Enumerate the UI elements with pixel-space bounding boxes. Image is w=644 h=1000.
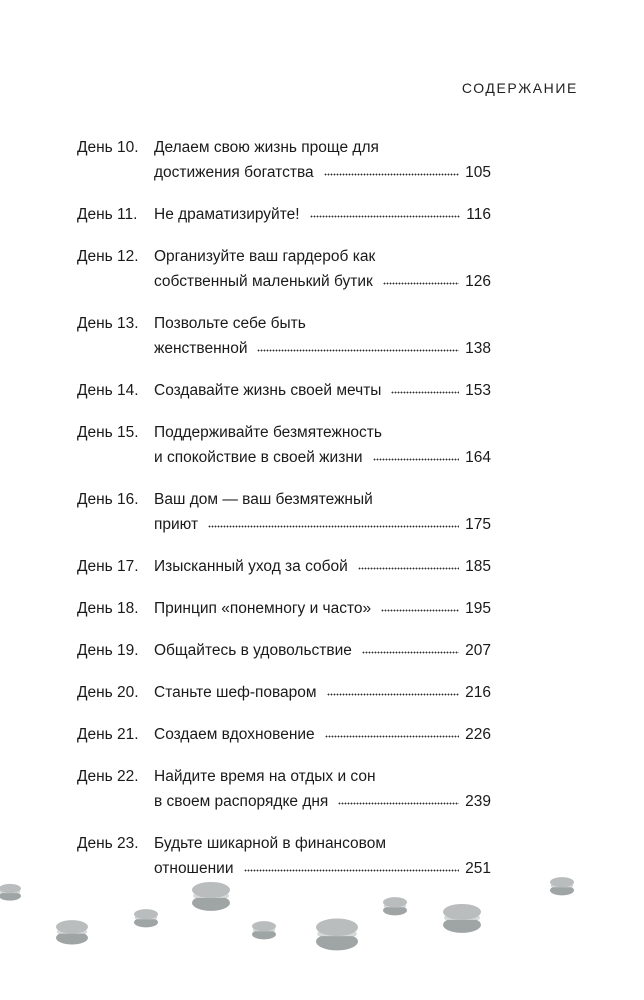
toc-title-text: Создавайте жизнь своей мечты [154, 382, 382, 399]
toc-title-line [154, 445, 491, 470]
toc-page-number: 216 [465, 684, 491, 701]
toc-entry [77, 487, 491, 537]
toc-entry [77, 311, 491, 361]
toc-title-block [154, 638, 491, 663]
toc-day-label: День 19. [77, 642, 139, 659]
toc-title-line [154, 789, 491, 814]
macaron-icon [192, 882, 230, 911]
toc-entry [77, 378, 491, 403]
toc-title-line [154, 160, 491, 185]
toc-title-line [154, 269, 491, 294]
toc-title-block [154, 764, 491, 814]
toc-title-text: Принцип «понемногу и часто» [154, 600, 372, 617]
macaron-decoration [0, 870, 644, 980]
dot-leader [358, 566, 459, 571]
toc-title-line [154, 311, 491, 336]
macaron-icon [0, 884, 21, 901]
dot-leader [208, 524, 459, 529]
macaron-icon [252, 921, 276, 939]
toc-day-label: День 13. [77, 315, 139, 332]
toc-entry [77, 420, 491, 470]
toc-title-text: Делаем свою жизнь проще для [154, 139, 379, 156]
toc-day-label: День 20. [77, 684, 139, 701]
toc-day-label: День 15. [77, 424, 139, 441]
macaron-icon [383, 897, 407, 915]
dot-leader [383, 281, 459, 286]
toc-day-label: День 23. [77, 835, 139, 852]
toc-day-label: День 12. [77, 248, 139, 265]
toc-page-number: 185 [465, 558, 491, 575]
toc-page-number: 116 [466, 206, 491, 223]
toc-page-number: 207 [465, 642, 491, 659]
toc-page-number: 138 [465, 340, 491, 357]
toc-day-label: День 21. [77, 726, 139, 743]
toc-entry [77, 554, 491, 579]
toc-day-label: День 17. [77, 558, 139, 575]
toc-title-text: женственной [154, 340, 248, 357]
macaron-icon [550, 877, 574, 895]
toc-page-number: 105 [465, 164, 491, 181]
toc-title-line [154, 638, 491, 663]
dot-leader [381, 608, 459, 613]
dot-leader [362, 650, 459, 655]
toc-title-text: Позвольте себе быть [154, 315, 306, 332]
toc-day-label: День 22. [77, 768, 139, 785]
toc-day-label: День 10. [77, 139, 139, 156]
toc-title-line [154, 596, 491, 621]
toc-day-label: День 18. [77, 600, 139, 617]
dot-leader [324, 172, 460, 177]
toc-title-line [154, 420, 491, 445]
toc-title-line [154, 831, 491, 856]
toc-title-line [154, 512, 491, 537]
toc-title-block [154, 135, 491, 185]
toc-entry [77, 244, 491, 294]
toc-title-line [154, 722, 491, 747]
toc-title-line [154, 764, 491, 789]
macaron-icon [134, 909, 158, 927]
toc-entry [77, 135, 491, 185]
toc-page-number: 153 [465, 382, 491, 399]
toc-title-block [154, 202, 491, 227]
dot-leader [310, 214, 461, 219]
dot-leader [338, 801, 459, 806]
dot-leader [391, 390, 459, 395]
toc-title-text: Будьте шикарной в финансовом [154, 835, 387, 852]
toc-title-text: Поддерживайте безмятежность [154, 424, 382, 441]
toc-title-text: Не драматизируйте! [154, 206, 300, 223]
toc-entry [77, 638, 491, 663]
toc-day-label: День 16. [77, 491, 139, 508]
toc-title-line [154, 202, 491, 227]
toc-title-text: Ваш дом — ваш безмятежный [154, 491, 373, 508]
toc-title-text: Создаем вдохновение [154, 726, 315, 743]
toc-title-line [154, 487, 491, 512]
toc-entry [77, 764, 491, 814]
toc-title-text: Найдите время на отдых и сон [154, 768, 376, 785]
macaron-icon [316, 918, 358, 950]
toc-day-label: День 11. [77, 206, 138, 223]
toc-title-line [154, 378, 491, 403]
toc-entry [77, 680, 491, 705]
macaron-icon [56, 920, 88, 944]
toc-title-text: отношении [154, 860, 234, 877]
dot-leader [257, 348, 459, 353]
toc-title-block [154, 244, 491, 294]
toc-page-number: 195 [465, 600, 491, 617]
toc-title-text: собственный маленький бутик [154, 273, 373, 290]
macaron-icon [443, 904, 481, 933]
dot-leader [325, 734, 459, 739]
toc-title-block [154, 487, 491, 537]
toc-title-text: приют [154, 516, 199, 533]
toc-title-block [154, 554, 491, 579]
toc-entry [77, 596, 491, 621]
toc-title-block [154, 722, 491, 747]
toc-title-line [154, 554, 491, 579]
toc-title-text: Изысканный уход за собой [154, 558, 348, 575]
toc-title-block [154, 311, 491, 361]
toc-title-line [154, 336, 491, 361]
toc-title-text: Общайтесь в удовольствие [154, 642, 352, 659]
toc-entry [77, 722, 491, 747]
toc-title-line [154, 135, 491, 160]
toc-title-text: достижения богатства [154, 164, 314, 181]
running-head: СОДЕРЖАНИЕ [461, 80, 578, 96]
toc-title-line [154, 680, 491, 705]
toc-page-number: 251 [465, 860, 491, 877]
toc-title-block [154, 596, 491, 621]
toc-title-line [154, 244, 491, 269]
table-of-contents [77, 135, 491, 898]
toc-entry [77, 202, 491, 227]
toc-title-text: в своем распорядке дня [154, 793, 329, 810]
toc-title-block [154, 378, 491, 403]
toc-title-text: Организуйте ваш гардероб как [154, 248, 376, 265]
toc-title-block [154, 420, 491, 470]
toc-title-text: и спокойствие в своей жизни [154, 449, 363, 466]
toc-page-number: 239 [465, 793, 491, 810]
dot-leader [327, 692, 460, 697]
toc-page-number: 226 [465, 726, 491, 743]
toc-page-number: 126 [465, 273, 491, 290]
dot-leader [373, 457, 460, 462]
toc-day-label: День 14. [77, 382, 139, 399]
toc-page-number: 175 [465, 516, 491, 533]
toc-title-text: Станьте шеф-поваром [154, 684, 317, 701]
toc-title-block [154, 680, 491, 705]
toc-page-number: 164 [465, 449, 491, 466]
